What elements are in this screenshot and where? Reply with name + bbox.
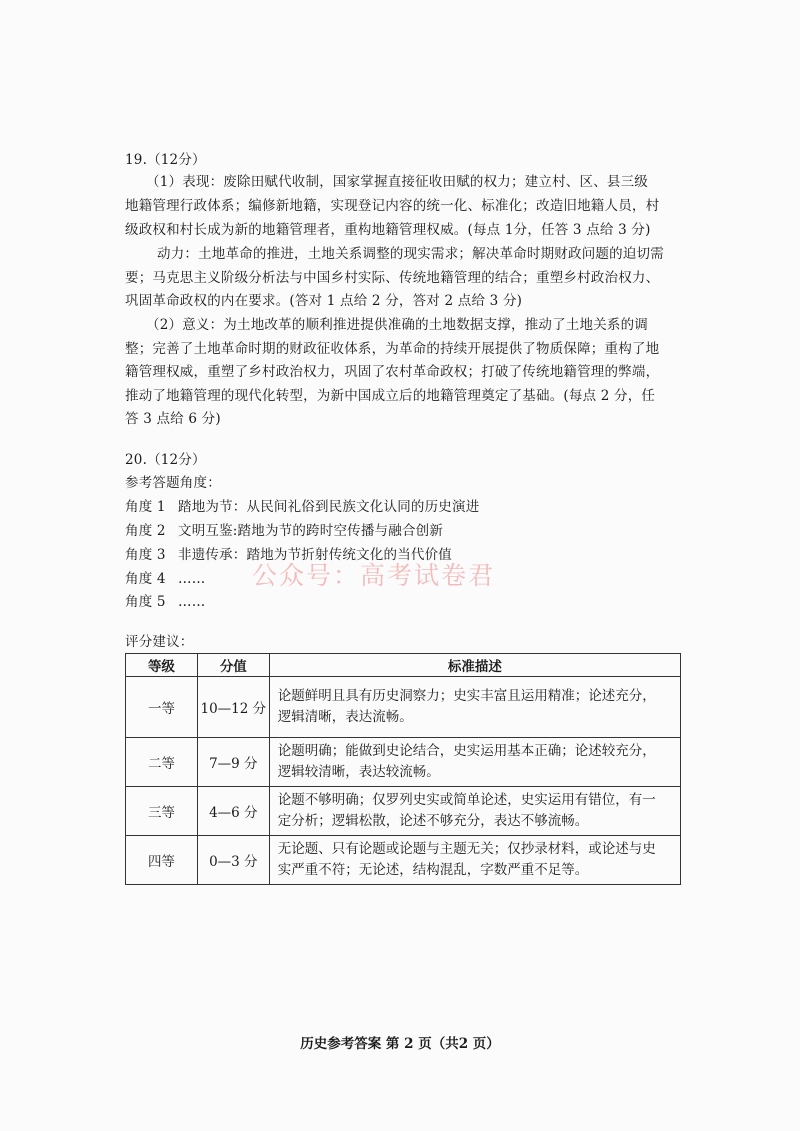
angle-label: 角度 2 — [125, 523, 166, 539]
grade-score: 0—3 分 — [197, 836, 269, 885]
column-header: 分值 — [197, 654, 269, 677]
table-header-row — [126, 654, 681, 677]
angle-label: 角度 5 — [125, 594, 166, 610]
grade-level: 二等 — [126, 738, 198, 787]
angle-text: 非遗传承：踏地为节折射传统文化的当代价值 — [178, 547, 452, 563]
description-line: 论题明确；能做到史论结合，史实运用基本正确；论述较充分， — [277, 743, 656, 759]
description-line: 定分析；逻辑松散，论述不够充分，表达不够流畅。 — [277, 813, 589, 829]
q20-heading: 20.（12分） — [125, 452, 206, 468]
grade-description — [269, 787, 680, 836]
grade-score: 10—12 分 — [197, 677, 269, 738]
description-line: 逻辑较清晰，表达较流畅。 — [277, 764, 440, 780]
table-row — [126, 738, 681, 787]
column-header: 标准描述 — [269, 654, 680, 677]
grade-level: 三等 — [126, 787, 198, 836]
grade-description — [269, 677, 680, 738]
grade-description — [269, 836, 680, 885]
scoring-table — [125, 653, 681, 885]
angle-text: …… — [178, 571, 206, 587]
q19-p2-line: 动力：土地革命的推进，土地关系调整的现实需求；解决革命时期财政问题的迫切需 — [157, 246, 664, 262]
description-line: 实严重不符；无论述，结构混乱，字数严重不足等。 — [277, 862, 589, 878]
grade-score: 4—6 分 — [197, 787, 269, 836]
angle-text: 文明互鉴:踏地为节的跨时空传播与融合创新 — [178, 523, 444, 539]
q19-p3-line: 籍管理权威，重塑了乡村政治权力，巩固了农村革命政权；打破了传统地籍管理的弊端， — [125, 364, 660, 380]
table-row — [126, 836, 681, 885]
q19-p3-line: 整；完善了土地革命时期的财政征收体系，为革命的持续开展提供了物质保障；重构了地 — [125, 341, 660, 357]
description-line: 论题鲜明且具有历史洞察力；史实丰富且运用精准；论述充分， — [277, 688, 656, 704]
q19-p2-line: 要；马克思主义阶级分析法与中国乡村实际、传统地籍管理的结合；重塑乡村政治权力、 — [125, 270, 660, 286]
grade-level: 四等 — [126, 836, 198, 885]
angle-label: 角度 4 — [125, 571, 166, 587]
q19-p2-line: 巩固革命政权的内在要求。(答对 1 点给 2 分，答对 2 点给 3 分) — [125, 293, 523, 309]
angle-text: 踏地为节：从民间礼俗到民族文化认同的历史演进 — [178, 499, 480, 515]
q19-p3-line: 推动了地籍管理的现代化转型，为新中国成立后的地籍管理奠定了基础。(每点 2 分，任 — [125, 388, 656, 404]
grade-description — [269, 738, 680, 787]
q19-p3-line: （2）意义：为土地改革的顺利推进提供准确的土地数据支撑，推动了土地关系的调 — [146, 317, 648, 333]
grade-score: 7—9 分 — [197, 738, 269, 787]
angle-text: …… — [178, 594, 206, 610]
watermark: 公众号：高考试卷君 — [252, 561, 496, 590]
column-header: 等级 — [126, 654, 198, 677]
description-line: 论题不够明确；仅罗列史实或简单论述，史实运用有错位，有一 — [277, 792, 656, 808]
q19-p3-line: 答 3 点给 6 分) — [125, 411, 221, 427]
table-row — [126, 677, 681, 738]
angle-label: 角度 3 — [125, 547, 166, 563]
table-row — [126, 787, 681, 836]
q19-p1-line: （1）表现：废除田赋代收制，国家掌握直接征收田赋的权力；建立村、区、县三级 — [146, 174, 648, 190]
q19-p1-line: 级政权和村长成为新的地籍管理者，重构地籍管理权威。(每点 1分，任答 3 点给 3 分) — [125, 222, 651, 238]
angle-label: 角度 1 — [125, 499, 166, 515]
q20-intro: 参考答题角度： — [125, 475, 221, 491]
description-line: 逻辑清晰，表达流畅。 — [277, 709, 413, 725]
q19-heading: 19.（12分） — [125, 152, 206, 168]
page-footer: 历史参考答案 第 2 页（共2 页） — [300, 1036, 500, 1052]
grade-level: 一等 — [126, 677, 198, 738]
q19-p1-line: 地籍管理行政体系；编修新地籍，实现登记内容的统一化、标准化；改造旧地籍人员，村 — [125, 198, 660, 214]
description-line: 无论题、只有论题或论题与主题无关；仅抄录材料，或论述与史 — [277, 841, 656, 857]
scoring-advice-label: 评分建议： — [125, 634, 194, 650]
